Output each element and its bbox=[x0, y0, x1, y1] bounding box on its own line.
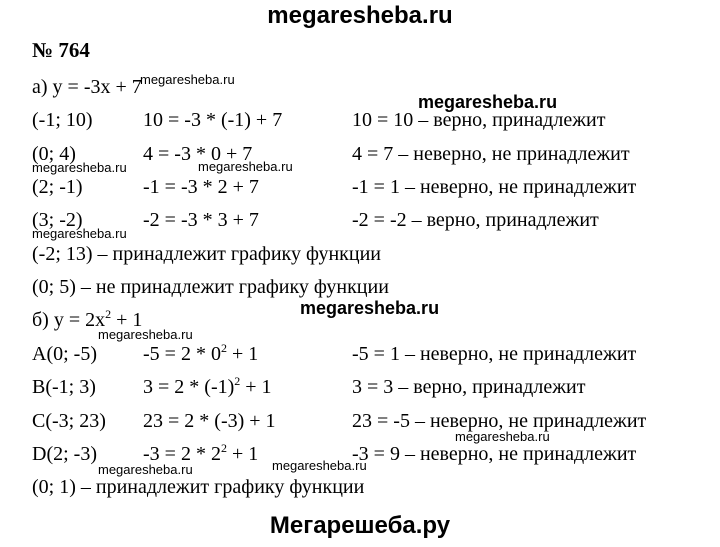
substitution-base: -3 = 2 * 2 bbox=[143, 443, 221, 465]
footer-brand: Мегарешеба.ру bbox=[269, 512, 451, 539]
part-b-result: 3 = 3 – верно, принадлежит bbox=[352, 376, 586, 398]
substitution-exponent: 2 bbox=[220, 341, 227, 355]
part-a-result: -2 = -2 – верно, принадлежит bbox=[352, 209, 599, 231]
substitution-exponent: 2 bbox=[220, 441, 227, 455]
watermark: megaresheba.ru bbox=[32, 226, 127, 241]
part-a-point: (3; -2) bbox=[32, 209, 83, 231]
substitution-exponent: 2 bbox=[234, 374, 241, 388]
substitution-rest: + 1 bbox=[226, 343, 259, 365]
part-b-point: C(-3; 23) bbox=[32, 410, 106, 432]
watermark: megaresheba.ru bbox=[140, 72, 235, 87]
problem-number: № 764 bbox=[32, 38, 90, 62]
part-b-substitution bbox=[143, 343, 258, 366]
part-b-result: -3 = 9 – неверно, не принадлежит bbox=[352, 443, 637, 465]
part-a-equation: а) y = -3x + 7 bbox=[32, 76, 142, 98]
substitution-rest: + 1 bbox=[240, 376, 272, 398]
part-b-substitution bbox=[143, 410, 276, 433]
watermark: megaresheba.ru bbox=[98, 327, 193, 342]
part-b-substitution bbox=[143, 376, 272, 399]
watermark: megaresheba.ru bbox=[198, 159, 293, 174]
part-b-equation-base: б) y = 2x bbox=[32, 309, 106, 331]
watermark: megaresheba.ru bbox=[418, 92, 558, 112]
part-a-point: (2; -1) bbox=[32, 176, 83, 198]
substitution-rest: + 1 bbox=[226, 443, 259, 465]
part-b-equation-exponent: 2 bbox=[105, 307, 112, 321]
part-b-result: -5 = 1 – неверно, не принадлежит bbox=[352, 343, 637, 365]
part-b-point: D(2; -3) bbox=[32, 443, 97, 465]
watermark: megaresheba.ru bbox=[32, 160, 127, 175]
part-a-substitution: -1 = -3 * 2 + 7 bbox=[143, 176, 259, 198]
substitution-base: -5 = 2 * 0 bbox=[143, 343, 221, 365]
part-b-result: 23 = -5 – неверно, не принадлежит bbox=[352, 410, 647, 432]
part-a-result: 10 = 10 – верно, принадлежит bbox=[352, 109, 606, 131]
part-b-conclusion: (0; 1) – принадлежит графику функции bbox=[32, 476, 365, 498]
part-a-conclusion: (-2; 13) – принадлежит графику функции bbox=[32, 243, 381, 265]
part-a-substitution: -2 = -3 * 3 + 7 bbox=[143, 209, 259, 231]
substitution-base: 23 = 2 * (-3) + 1 bbox=[143, 410, 276, 432]
substitution-base: 3 = 2 * (-1) bbox=[143, 376, 235, 398]
watermark: megaresheba.ru bbox=[272, 458, 367, 473]
part-a-substitution: 4 = -3 * 0 + 7 bbox=[143, 143, 253, 165]
part-a-substitution: 10 = -3 * (-1) + 7 bbox=[143, 109, 283, 131]
watermark: megaresheba.ru bbox=[300, 298, 440, 318]
watermark: megaresheba.ru bbox=[455, 429, 550, 444]
part-a-conclusion: (0; 5) – не принадлежит графику функции bbox=[32, 276, 389, 298]
part-b-equation-rest: + 1 bbox=[111, 309, 143, 331]
part-a-point: (-1; 10) bbox=[32, 109, 93, 131]
site-title: megaresheba.ru bbox=[267, 2, 453, 29]
part-b-point: A(0; -5) bbox=[32, 343, 97, 365]
part-a-point: (0; 4) bbox=[32, 143, 76, 165]
part-a-result: -1 = 1 – неверно, не принадлежит bbox=[352, 176, 637, 198]
part-b-point: B(-1; 3) bbox=[32, 376, 96, 398]
watermark: megaresheba.ru bbox=[98, 462, 193, 477]
part-a-result: 4 = 7 – неверно, не принадлежит bbox=[352, 143, 630, 165]
